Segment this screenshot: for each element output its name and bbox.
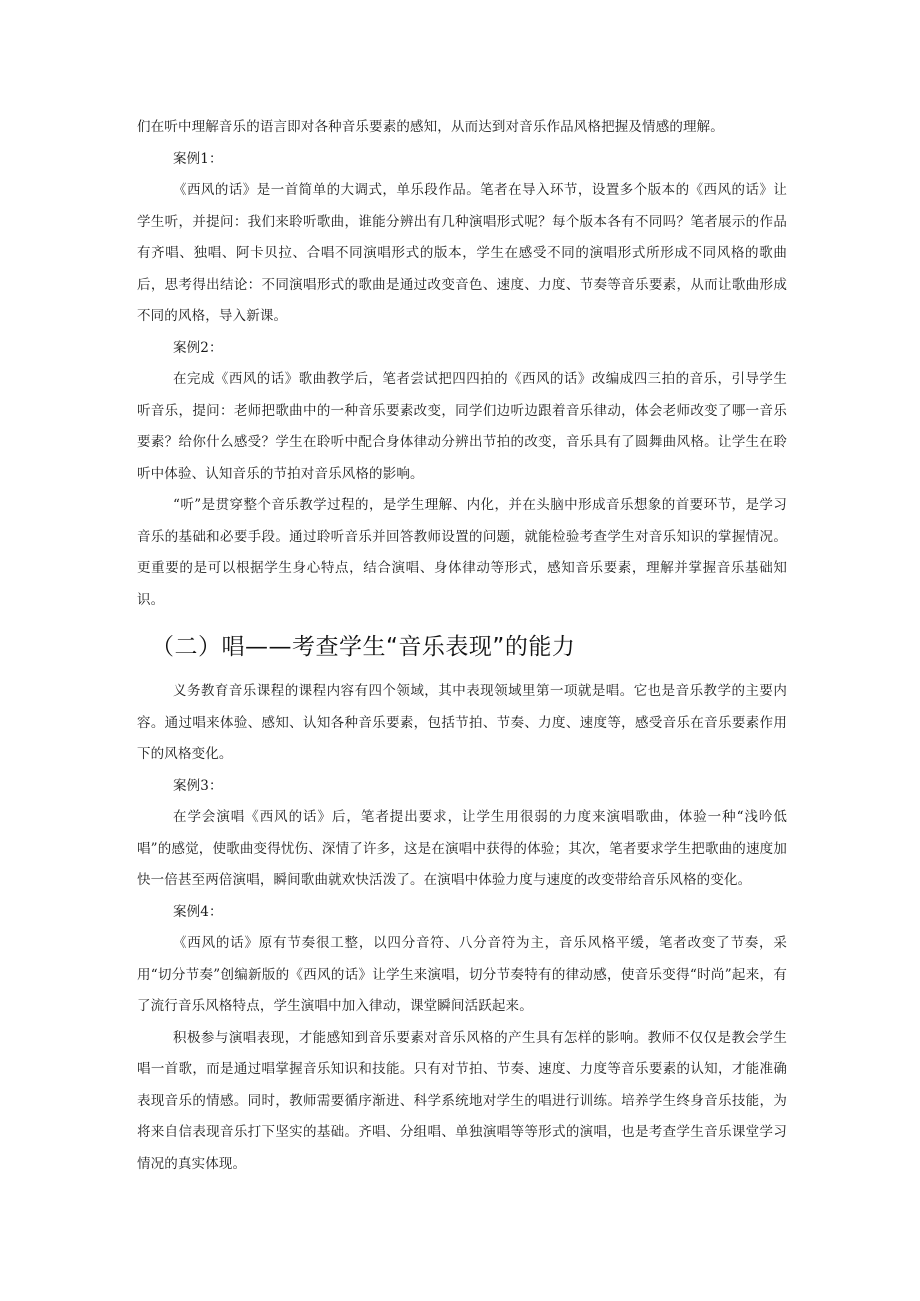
case-3-label: 案例3： — [173, 777, 223, 794]
singing-intro: 义务教育音乐课程的课程内容有四个领域，其中表现领域里第一项就是唱。它也是音乐教学的主要内容。通过唱来体验、感知、认知各种音乐要素，包括节拍、节奏、力度、速度等，感受音乐在音乐要素作用下的风格变化。 — [137, 683, 787, 762]
document-page — [137, 112, 787, 1180]
listening-summary: “听”是贯穿整个音乐教学过程的，是学生理解、内化，并在头脑中形成音乐想象的首要环节，是学习音乐的基础和必要手段。通过聆听音乐并回答教师设置的问题，就能检验考查学生对音乐知识的掌握情况。更重要的是可以根据学生身心特点，结合演唱、身体律动等形式，感知音乐要素，理解并掌握音乐基础知识。 — [137, 497, 787, 608]
case-4-text: 《西风的话》原有节奏很工整，以四分音符、八分音符为主，音乐风格平缓，笔者改变了节奏，采用“切分节奏”创编新版的《西风的话》让学生来演唱，切分节奏特有的律动感，使音乐变得“时尚”起来，有了流行音乐风格特点，学生演唱中加入律动，课堂瞬间活跃起来。 — [137, 935, 787, 1014]
case-1-text: 《西风的话》是一首简单的大调式，单乐段作品。笔者在导入环节，设置多个版本的《西风的话》让学生听，并提问：我们来聆听歌曲，谁能分辨出有几种演唱形式呢？每个版本各有不同吗？笔者展示的作品有齐唱、独唱、阿卡贝拉、合唱不同演唱形式的版本，学生在感受不同的演唱形式所形成不同风格的歌曲后，思考得出结论：不同演唱形式的歌曲是通过改变音色、速度、力度、节奏等音乐要素，从而让歌曲形成不同的风格，导入新课。 — [137, 182, 787, 324]
singing-summary: 积极参与演唱表现，才能感知到音乐要素对音乐风格的产生具有怎样的影响。教师不仅仅是教会学生唱一首歌，而是通过唱掌握音乐知识和技能。只有对节拍、节奏、速度、力度等音乐要素的认知，才能准确表现音乐的情感。同时，教师需要循序渐进、科学系统地对学生的唱进行训练。培养学生终身音乐技能，为将来自信表现音乐打下坚实的基础。齐唱、分组唱、单独演唱等等形式的演唱，也是考查学生音乐课堂学习情况的真实体现。 — [137, 1029, 787, 1172]
case-1-label: 案例1： — [173, 150, 223, 167]
case-4-label: 案例4： — [173, 903, 223, 920]
case-2-text: 在完成《西风的话》歌曲教学后，笔者尝试把四四拍的《西风的话》改编成四三拍的音乐，引导学生听音乐，提问：老师把歌曲中的一种音乐要素改变，同学们边听边跟着音乐律动，体会老师改变了哪一音乐要素？给你什么感受？学生在聆听中配合身体律动分辨出节拍的改变，音乐具有了圆舞曲风格。让学生在聆听中体验、认知音乐的节拍对音乐风格的影响。 — [137, 371, 787, 482]
paragraph-listening-intro: 们在听中理解音乐的语言即对各种音乐要素的感知，从而达到对音乐作品风格把握及情感的理解。 — [137, 119, 724, 135]
case-3-text: 在学会演唱《西风的话》后，笔者提出要求，让学生用很弱的力度来演唱歌曲，体验一种“浅吟低唱”的感觉，使歌曲变得忧伤、深情了许多，这是在演唱中获得的体验；其次，笔者要求学生把歌曲的速度加快一倍甚至两倍演唱，瞬间歌曲就欢快活泼了。在演唱中体验力度与速度的改变带给音乐风格的变化。 — [137, 809, 787, 888]
case-2-label: 案例2： — [173, 339, 223, 356]
section-heading-singing: （二）唱——考查学生“音乐表现”的能力 — [151, 634, 576, 660]
